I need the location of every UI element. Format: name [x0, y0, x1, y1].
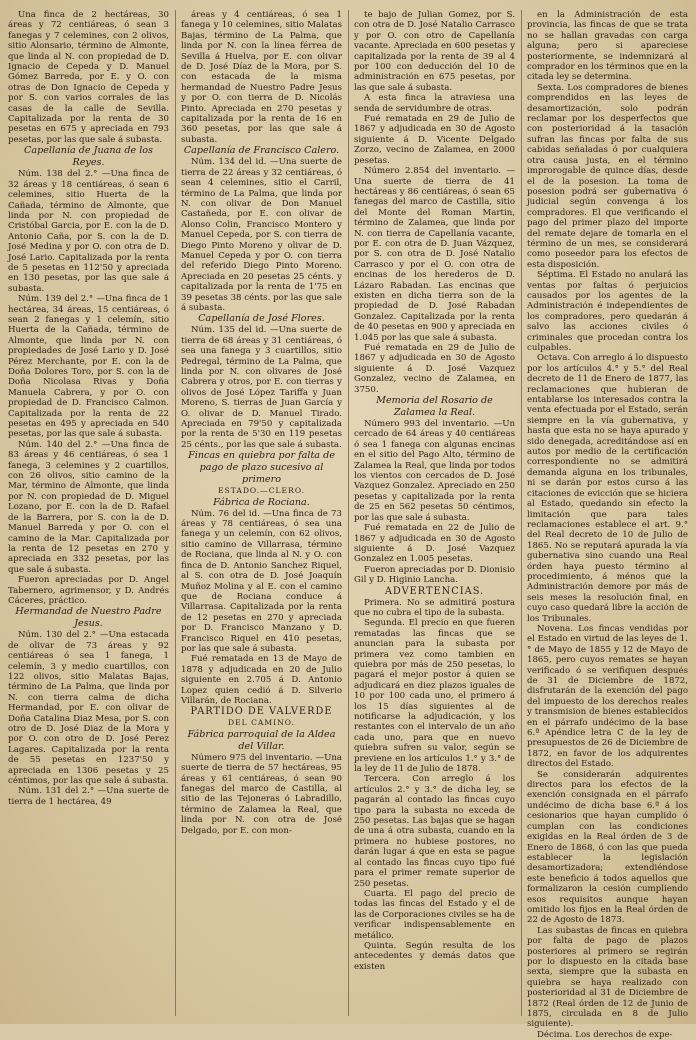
district-heading: ADVERTENCIAS.: [384, 585, 485, 597]
paragraph: Fué rematada en 29 de Julio de 1867 y adjudicada en 30 de Agosto siguiente á D. Vicente Delgado Zorzo, vecino de Zalamea, en 2000 pesetas.: [354, 114, 515, 166]
paragraph: Cuarta. El pago del precio de todas las fincas del Estado y el de las de Corporaciones civiles se ha de verificar indispensablemente en metálico.: [354, 888, 515, 941]
paragraph: Núm. 130 del 2.° —Una estacada de olivar de 73 áreas y 92 centiáreas ó sea 1 fanega, 1 celemín, 3 y medio cuartillos, con 122 olivos, sitio Malatas Bajas, término de La Palma, que linda por N. con tierra calma de dicha Hermandad, por E. con olivar de Doña Catalina Diaz Mesa, por S. con otro de D. José Diaz de la Mora y por O. con otro de D. José Perez Lagares. Capitalizada por la renta de 55 pesetas en 1237'50 y apreciada en 1306 pesetas y 25 céntimos, por las que sale á subasta.: [8, 630, 169, 787]
paragraph: Fué rematada en 29 de Julio de 1867 y adjudicada en 30 de Agosto siguiente á D. José Vazquez Gonzalez, vecino de Zalamea, en 3750.: [354, 343, 515, 395]
paragraph: Núm. 140 del 2.° —Una finca de 83 áreas y 46 centiáreas, ó sea 1 fanega, 3 celemines y 2 cuartillos, con 26 olivos, sitio camino de la Mar, término de Almonte, que linda por N. con propiedad de D. Miguel Lozano, por E. con la de D. Rafael de la Barrera, por S. con la de D. Manuel Barreda y por O. con el camino de la Mar. Capitalizada por la renta de 12 pesetas en 270 y apreciada en 332 pesetas, por las que sale á subasta.: [8, 439, 169, 575]
paragraph: Núm. 131 del 2.° —Una suerte de tierra de 1 hectárea, 49: [8, 786, 169, 807]
paragraph: Primera. No se admitirá postura que no cubra el tipo de la subasta.: [354, 597, 515, 618]
paragraph: Quinta. Según resulta de los antecedentes y demás datos que existen: [354, 940, 515, 972]
sub-heading: ESTADO.—CLERO.: [217, 486, 306, 496]
paragraph: Octava. Con arreglo á lo dispuesto por los artículos 4.° y 5.° del Real decreto de 11 de Enero de 1877, las reclamaciones que hubieran de entablarse los interesados contra la venta efectuada por el Estado, serán siempre en la vía gubernativa, y hasta que esta no se haya apurado y sido denegada, acreditándose así en autos por medio de la certificación correspondiente no se admitirá demanda alguna en los tribunales, ni se darán por estos curso á las citaciones de evicción que se hiciera al Estado, quedando sin efecto la limitación que para tales reclamaciones establece el art. 9.° del Real decreto de 10 de Julio de 1865. No se reputará apurada la vía gubernativa sino cuando una Real órden haya puesto término al procedimiento, á ménos que la Administración demore por más de seis meses la resolución final, en cuyo caso quedará libre la acción de los Tribunales.: [527, 353, 688, 624]
paragraph: Décima. Los derechos de expe-: [537, 1029, 673, 1040]
paragraph: Novena. Los fincas vendidas por el Estado en virtud de las leyes de 1.° de Mayo de 1855 y 12 de Mayo de 1865, pero cuyos remates se hayan verificado ó se verifiquen después de 31 de Diciembre de 1872, disfrutarán de la exención del pago del impuesto de los derechos reales y transmision de bienes establecidos en el párrafo undécimo de la base 6.ª Apéndice letra C de la ley de presupuestos de 26 de Diciembre de 1872, en favor de los adquirentes directos del Estado.: [527, 623, 688, 770]
paragraph: Segunda. El precio en que fueren rematadas las fincas que se anuncian para la subasta por primera vez como tambien en quiebra por más de 250 pesetas, lo pagará el mejor postor á quien se adjudicará en diez plazos iguales de 10 por 100 cada uno, el primero á los 15 días siguientes al de notificarse la adjudicación, y los restantes con el intervalo de un año cada uno, para que en nuevo quiebra sufren su valor, según se previene en los artículos 1.° y 3.° de la ley de 11 de Julio de 1878.: [354, 618, 515, 775]
section-heading: Capellanía de Francisco Calero.: [183, 145, 340, 157]
section-heading: Hermandad de Nuestro Padre Jesus.: [15, 606, 162, 630]
paragraph: Núm. 138 del 2.° —Una finca de 32 áreas y 18 centiáreas, ó sean 6 celemines, sitio Huerta de la Cañada, término de Almonte, que linda por N. con propiedad de Cristóbal Garcia, por E. con la de D. Antonio Caña, por S. con la de D. José Medina y por O. con otra de D. José Lario. Capitalizada por la renta de 5 pesetas en 112'50 y apreciada en 130 pesetas, por las que sale á subasta.: [8, 169, 169, 294]
paragraph: Séptima. El Estado no anulará las ventas por faltas ó perjuicios causados por los agentes de la Administración é independientes de los compradores, pero quedarán á salvo las acciones civiles ó criminales que procedan contra los culpables.: [527, 270, 688, 353]
paragraph: Número 975 del inventario. —Una suerte de tierra de 57 hectáreas, 95 áreas y 61 centiáreas, ó sean 90 fanegas del marco de Castilla, al sitio de las Tejoneras ó Labradillo, término de Zalamea la Real, que linda por N. con otra de José Delgado, por E. con mon-: [181, 752, 342, 836]
paragraph: Fué rematada en 22 de Julio de 1867 y adjudicada en 30 de Agosto siguiente á D. José Vazquez Gonzalez en 1.005 pesetas.: [354, 523, 515, 565]
paragraph: Fué rematada en 13 de Mayo de 1878 y adjudicada en 20 de Julio siguiente en 2.705 á D. Antonio Lopez quien cedió á D. Silverio Villarán, de Rociana.: [181, 654, 342, 706]
paragraph: Núm. 135 del id. —Una suerte de tierra de 68 áreas y 31 centiáreas, ó sea una fanega y 3 cuartillos, sitio Pedregal, término de La Palma, que linda por N. con olivares de José Cabrera y otros, por E. con tierras y olivos de José López Tariffa y Juan Moreno, S. tierras de Juan García y O. olivar de D. Manuel Tirado. Apreciada en 79'50 y capitalizada por la renta de 5'30 en 119 pesetas 25 cénts., por las que sale á subasta.: [181, 325, 342, 450]
paragraph: Sexta. Los compradores de bienes comprendidos en las leyes de desamortización, solo podrán reclamar por los desperfectos que con posterioridad á la tasación sufran las fincas por falta de sus cabidas señaladas ó por cualquiera otra causa justa, en el término improrogable de quince días, desde el de la posesion. La toma de posesion podrá ser gubernativa ó judicial según convenga á los compradores. El que verificando el pago del primer plazo del importe del remate dejare de tomarla en el término de un mes, se considerará como poseedor para los efectos de esta disposición.: [527, 82, 688, 270]
paragraph: Número 2.854 del inventario. —Una suerte de tierra de 41 hectáreas y 86 centiáreas, ó sean 65 fanegas del marco de Castilla, sitio del Monte del Roman Martin, término de Zalamea, que linda por N. con tierra de Capellanía vacante, por E. con otra de D. Juan Vázquez, por S. con otra de D. José Natalio Carrasco y por el O. con otra de encinas de los herederos de D. Lázaro Rabadan. Las encinas que existen en dicha tierra son de la propiedad de D. José Rabadan Gonzalez. Capitalizada por la renta de 40 pesetas en 900 y apreciada en 1.045 por las que sale á subasta.: [354, 166, 515, 343]
sub-heading: DEL CAMINO.: [228, 718, 295, 728]
paragraph: Núm. 139 del 2.° —Una finca de 1 hectárea, 34 áreas, 15 centiáreas, ó sean 2 fanegas y 1 celemín, sitio Huerta de la Cañada, término de Almonte, que linda por N. con propiedades de José Lario y D. José Pérez Merchante, por E. con la de Doña Dolores Toro, por S. con la de Doña Nicolasa Rivas y Doña Manuela Cabrera, y por O. con propiedad de D. Francisco Calmon. Capitalizada por la renta de 22 pesetas en 495 y apreciada en 540 pesetas, por las que sale á subasta.: [8, 294, 169, 440]
column-1: [8, 10, 169, 1016]
section-heading: Memoria del Rosario de Zalamea la Real.: [376, 395, 493, 419]
paragraph: Fueron apreciadas por D. Dionisio Gil y D. Higinio Lancha.: [354, 564, 515, 586]
paragraph: Fueron apreciadas por D. Angel Tabernero, agrimensor, y D. Andrés Cáceres, práctico.: [8, 575, 169, 606]
section-heading: Capellanía de José Flores.: [198, 313, 325, 325]
section-heading: Capellanía de Juana de los Reyes.: [24, 145, 153, 169]
paragraph: Núm. 76 del id. —Una finca de 73 áreas y 78 centiáreas, ó sea una fanega y un celemín, con 62 olivos, sitio camino de Villarrasa, término de Rociana, que linda al N. y O. con finca de D. Antonio Sanchez Riquel, al S. con otra de D. José Joaquín Muñoz Molina y al E. con el camino que de Rociana conduce á Villarrasa. Capitalizada por la renta de 12 pesetas en 270 y apreciada por D. Francisco Manzano y D. Francisco Riquel en 410 pesetas, por las que sale á subasta.: [181, 508, 342, 654]
column-3: [348, 10, 515, 1016]
column-4: [521, 10, 688, 1040]
section-heading: Fábrica de Rociana.: [213, 496, 310, 508]
section-heading: Fincas en quiebra por falta de pago de plazo sucesivo al primero: [188, 450, 335, 486]
paragraph: Tercera. Con arreglo á los artículos 2.° y 3.° de dicha ley, se pagarán al contado las fincas cuyo tipo para la subasta no exceda de 250 pesetas. Las bajas que se hagan de una á otra subasta, cuando en la primera no hubiese postores, no darán lugar á que en esta se pague al contado las fincas cuyo tipo fué para el primer remate superior de 250 pesetas.: [354, 774, 515, 889]
section-heading: Fábrica parroquial de la Aldea del Villar.: [187, 728, 336, 752]
paragraph: Una finca de 2 hectáreas, 30 áreas y 72 centiáreas, ó sean 3 fanegas y 7 celemines, con 2 olivos, sitio Alonsario, término de Almonte, que linda al N. con propiedad de D. Ignacio de Cepeda y D. Manuel Gómez Barreda, por E. y O. con otras de Don Ignacio de Cepeda y por S. con varios corrales de las casas de la calle de Sevilla. Capitalizada por la renta de 30 pesetas en 675 y apreciada en 793 pesetas, por las que sale á subasta.: [8, 10, 169, 145]
district-heading: PARTIDO DE VALVERDE: [190, 706, 333, 718]
column-2: [175, 10, 342, 1016]
paragraph: Núm. 134 del id. —Una suerte de tierra de 22 áreas y 32 centiáreas, ó sean 4 celemines, sitio el Carril, término de La Palma, que linda por N. con olivar de Don Manuel Castañeda, por E. con olivar de Alonso Colin, Francisco Montero y Manuel Cepeda, por S. con tierra de Diego Pinto Moreno y olivar de D. Manuel Cepeda y por O. con tierra del referido Diego Pinto Moreno. Apreciada en 20 pesetas 25 cénts. y capitalizada por la renta de 1'75 en 39 pesetas 38 cénts. por las que sale á subasta.: [181, 157, 342, 313]
paragraph: te bajo de Julian Gomez, por S. con otra de D. José Natalio Carrasco y por O. con otro de Capellanía vacante. Apreciada en 600 pesetas y capitalizada por la renta de 39 al 4 por 100 con deducción del 10 de administración en 675 pesetas, por las que sale á subasta.: [354, 10, 515, 93]
paragraph: Las subastas de fincas en quiebra por falta de pago de plazos posteriores al primero se regirán por lo dispuesto en la citada base sexta, siempre que la subasta en quiebra se haya realizado con posterioridad al 31 de Diciembre de 1872 (Real órden de 12 de Junio de 1875, circulada en 8 de Julio siguiente).: [527, 925, 688, 1030]
paragraph: en la Administración de esta provincia, las fincas de que se trata no se hallan gravadas con carga alguna; pero si apareciese posteriormente, se indemnizará al comprador en los términos que en la citada ley se determina.: [527, 10, 688, 83]
paragraph: áreas y 4 centiáreas, ó sea 1 fanega y 10 celemines, sitio Malatas Bajas, término de La Palma, que linda por N. con la línea férrea de Sevilla á Huelva, por E. con olivar de D. José Díaz de la Mora, por S. con estacada de la misma hermandad de Nuestro Padre Jesus y por O. con tierra de D. Nicolás Pinto. Apreciada en 270 pesetas y capitalizada por la renta de 16 en 360 pesetas, por las que sale á subasta.: [181, 10, 342, 145]
paragraph: Número 993 del inventario. —Un cercado de 64 áreas y 40 centiáreas ó sea 1 fanega con algunas encinas en el sitio del Pago Alto, término de Zalamea la Real, que linda por todos los vientos con cercados de D. José Vazquez Gonzalez. Apreciado en 250 pesetas y capitalizada por la renta de 25 en 562 pesetas 50 céntimos, por las que sale á subasta.: [354, 419, 515, 523]
paragraph: A esta finca la atraviesa una senda de servidumbre de otras.: [354, 93, 515, 114]
paragraph: Se considerarán adquirentes directos para los efectos de la exención consignada en el párrafo undécimo de dicha base 6.ª á los cesionarios que hayan cumplido ó cumplan con las condiciones exigidas en la Real órden de 3 de Enero de 1868, ó con las que pueda establecer la legislación desamortizadora; extendiéndose este beneficio á todos aquellos que formalizaron la cesión cumpliendo esos requisitos aunque hayan omitido los fijos en la Real órden de 22 de Agosto de 1873.: [527, 769, 688, 926]
